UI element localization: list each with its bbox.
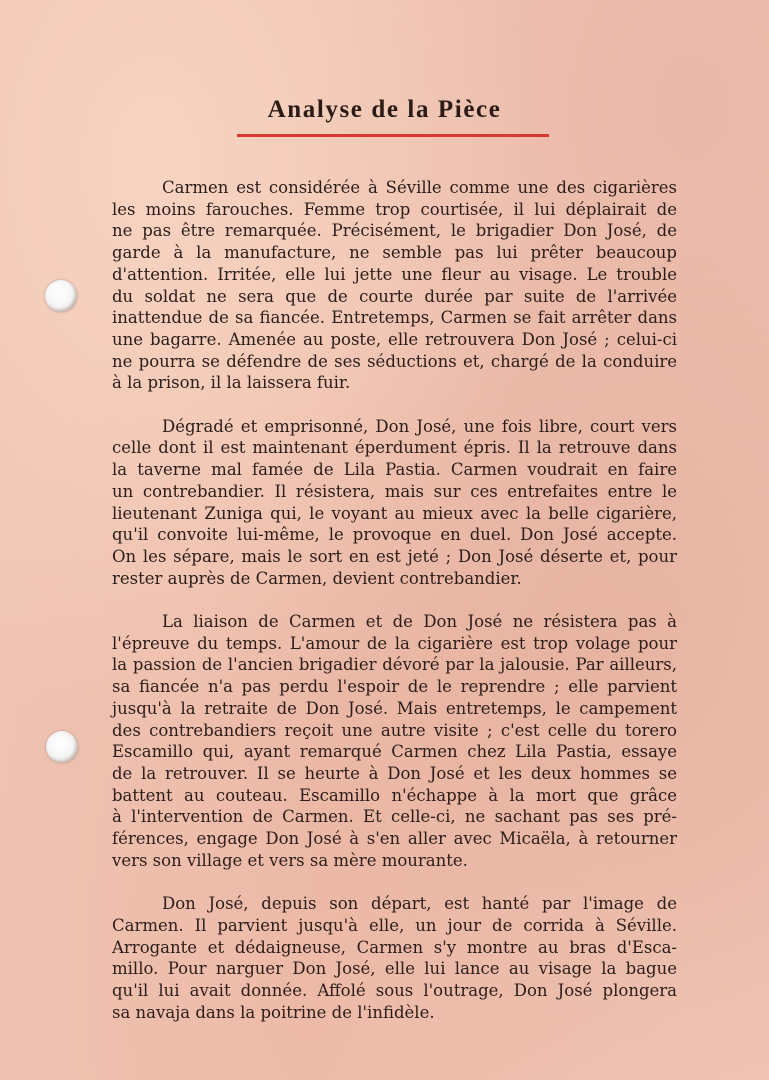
text-line: d'attention. Irritée, elle lui jette une fleur au visage. Le trouble <box>112 264 677 284</box>
text-line: Escamillo qui, ayant remarqué Carmen chez Lila Pastia, essaye <box>112 742 677 762</box>
paragraph <box>112 611 677 871</box>
text-line: garde à la manufacture, ne semble pas lui prêter beaucoup <box>112 243 677 263</box>
text-line: vers son village et vers sa mère mourante. <box>112 850 468 870</box>
text-line: la passion de l'ancien brigadier dévoré par la jalousie. Par ailleurs, <box>112 655 677 675</box>
text-line: Don José, depuis son départ, est hanté par l'image de <box>162 894 677 914</box>
text-line: férences, engage Don José à s'en aller avec Micaëla, à retourner <box>112 829 677 849</box>
document-body <box>112 177 677 1045</box>
text-line: ne pourra se défendre de ses séductions et, chargé de la conduire <box>112 351 677 371</box>
text-line: Carmen. Il parvient jusqu'à elle, un jour de corrida à Séville. <box>112 915 677 935</box>
text-line: qu'il convoite lui-même, le provoque en duel. Don José accepte. <box>112 525 677 545</box>
text-line: la taverne mal famée de Lila Pastia. Carmen voudrait en faire <box>112 460 677 480</box>
text-line: On les sépare, mais le sort en est jeté ; Don José déserte et, pour <box>112 546 677 566</box>
text-line: Arrogante et dédaigneuse, Carmen s'y montre au bras d'Esca- <box>112 937 677 957</box>
text-line: La liaison de Carmen et de Don José ne résistera pas à <box>162 612 677 632</box>
text-line: du soldat ne sera que de courte durée par suite de l'arrivée <box>112 286 677 306</box>
text-line: de la retrouver. Il se heurte à Don José et les deux hommes se <box>112 763 677 783</box>
page-title: Analyse de la Pièce <box>267 96 502 123</box>
text-line: des contrebandiers reçoit une autre visite ; c'est celle du torero <box>112 720 677 740</box>
text-line: battent au couteau. Escamillo n'échappe à la mort que grâce <box>112 785 677 805</box>
text-line: Dégradé et emprisonné, Don José, une fois libre, court vers <box>162 416 677 436</box>
text-line: une bagarre. Amenée au poste, elle retrouvera Don José ; celui-ci <box>112 329 677 349</box>
text-line: à l'intervention de Carmen. Et celle-ci, ne sachant pas ses pré- <box>112 807 677 827</box>
text-line: à la prison, il la laissera fuir. <box>112 373 351 393</box>
paragraph <box>112 177 677 394</box>
text-line: ne pas être remarquée. Précisément, le brigadier Don José, de <box>112 221 677 241</box>
paragraph <box>112 416 677 590</box>
title-underline <box>237 134 549 137</box>
text-line: un contrebandier. Il résistera, mais sur ces entrefaites entre le <box>112 481 677 501</box>
text-line: lieutenant Zuniga qui, le voyant au mieux avec la belle cigarière, <box>112 503 677 523</box>
text-line: jusqu'à la retraite de Don José. Mais entretemps, le campement <box>112 698 677 718</box>
text-line: rester auprès de Carmen, devient contrebandier. <box>112 568 522 588</box>
text-line: l'épreuve du temps. L'amour de la cigarière est trop volage pour <box>112 633 677 653</box>
text-line: les moins farouches. Femme trop courtisée, il lui déplairait de <box>112 199 677 219</box>
text-line: Carmen est considérée à Séville comme une des cigarières <box>162 178 677 197</box>
text-line: sa navaja dans la poitrine de l'infidèle. <box>112 1002 435 1022</box>
text-line: inattendue de sa fiancée. Entretemps, Carmen se fait arrêter dans <box>112 308 677 328</box>
text-line: millo. Pour narguer Don José, elle lui lance au visage la bague <box>112 959 677 979</box>
paragraph <box>112 893 677 1023</box>
text-line: qu'il lui avait donnée. Affolé sous l'outrage, Don José plongera <box>112 980 677 1000</box>
punch-hole <box>45 280 77 312</box>
punch-hole <box>46 731 78 763</box>
text-line: celle dont il est maintenant éperdument épris. Il la retrouve dans <box>112 438 677 458</box>
text-line: sa fiancée n'a pas perdu l'espoir de le reprendre ; elle parvient <box>112 677 677 697</box>
